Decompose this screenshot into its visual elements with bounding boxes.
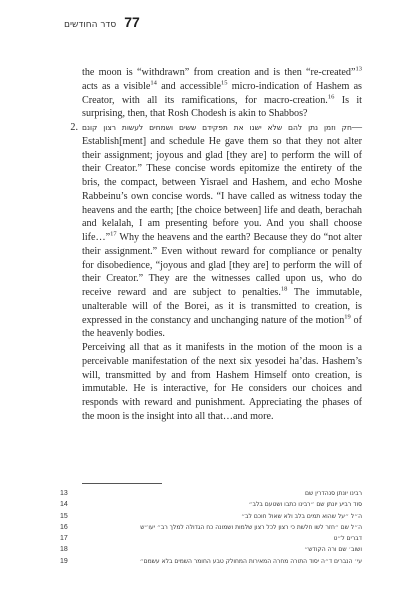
footnote-item [60,524,362,535]
footnote-ref-13[interactable]: 13 [355,65,362,73]
footnote-number: 13 [60,490,68,497]
footnote-number: 17 [60,535,68,543]
footnote-divider [82,483,162,484]
footnote-number: 14 [60,501,68,509]
footnote-item [60,546,362,557]
footnote-number: 18 [60,546,68,554]
footnote-ref-19[interactable]: 19 [344,313,351,321]
footnote-number: 19 [60,557,68,565]
footnote-number: 16 [60,523,68,531]
footnote-item [60,501,362,512]
numbered-item-2 [60,121,362,341]
body-text [70,65,363,424]
running-head [64,14,364,30]
hebrew-quote: חק וזמן נתן להם שלא ישנו את תפקידם ששים ושמחים לעשות רצון קונם [82,123,352,132]
footnote-text: ה״ל ״על שהוא תמים בלב ולא שאול חוכם לב״ [241,512,362,520]
page-number: 77 [124,14,140,30]
footnote-ref-17[interactable]: 17 [110,230,117,238]
footnote-text: ושוב׳ שם ורה הקודש״ [304,546,362,554]
footnotes [60,490,362,569]
paragraph-1: the moon is “withdrawn” from creation and is then “re-created”$^{13}$ acts as a visible$^{14}$ and accessible$^{15}$ micro-indication of Hashem as Creator, with all its ramifications, for macro-creation.$^{16}$ Is it surprising, then, that Rosh Chodesh is akin to Shabbos? [82,65,363,120]
footnote-text: רבינו יונתן סנהדרין שם [305,490,362,497]
footnote-ref-18[interactable]: 18 [280,285,288,293]
footnote-text: דברים ל״ט [333,535,362,543]
item-number: 2. [70,122,78,133]
footnote-ref-15[interactable]: 15 [221,79,228,87]
footnote-number: 15 [60,512,68,520]
footnote-item [60,490,362,501]
footnote-text: ה״ל שם ״חזר לשו חלשת כי רצון לכל רצון שלמות ושמונה כח הגדולה למלך רב״ יעו״ש [140,523,362,531]
section-title: סדר החודשים [64,20,117,30]
footnote-text: סוד רביע יונתן שם ״רבינו כתבו ושטעם בלב״ [248,501,362,509]
footnote-item [60,535,362,546]
footnote-item [60,513,362,524]
footnote-ref-16[interactable]: 16 [327,93,335,101]
paragraph-3: Perceiving all that as it manifests in the motion of the moon is a perceivable manifestation of the next six yesodei ha’das. Hashem’s will, transmitted by and from Hashem Himself onto creation, is immutable. He is interactive, for He considers our choices and responds with reward and punishment. Appreciating the phases of the moon is the insight into all that…and more. [82,342,362,422]
footnote-text: עי׳ הנברים ד״ה יסוד התורה מחרה המאירות המחולק טבע החומר השמים בלא עשמם״ [139,557,362,565]
footnote-ref-14[interactable]: 14 [150,79,157,87]
footnote-item [60,558,362,569]
paragraph-2: חק וזמן נתן להם שלא ישנו את תפקידם ששים ושמחים לעשות רצון קונם—Establish[ment] and schedule He gave them so that they not alter their assignment; joyous and glad [they are] to perform the will of their Creator.” These concise words epitomize the entirety of the bris, the compact, between Yisrael and Hashem, and echo Moshe Rabbeinu’s own concise words. “I have called as witness today the heavens and the earth; [the choice between] life and death, berachah and kelalah, I am presenting before you. And you shall choose life…”$^{17}$ Why the heavens and the earth? Because they do “not alter their assignment.” Even without reward for compliance or penalty for disobedience, “joyous and glad [they are] to perform the will of their Creator.” They are the witnesses called upon us, who do receive reward and are subject to penalties.$^{18}$ The immutable, unalterable will of the Borei, as it is transmitted to creation, is expressed in the constancy and unchanging nature of the motion$^{19}$ of the heavenly bodies. [82,122,362,340]
